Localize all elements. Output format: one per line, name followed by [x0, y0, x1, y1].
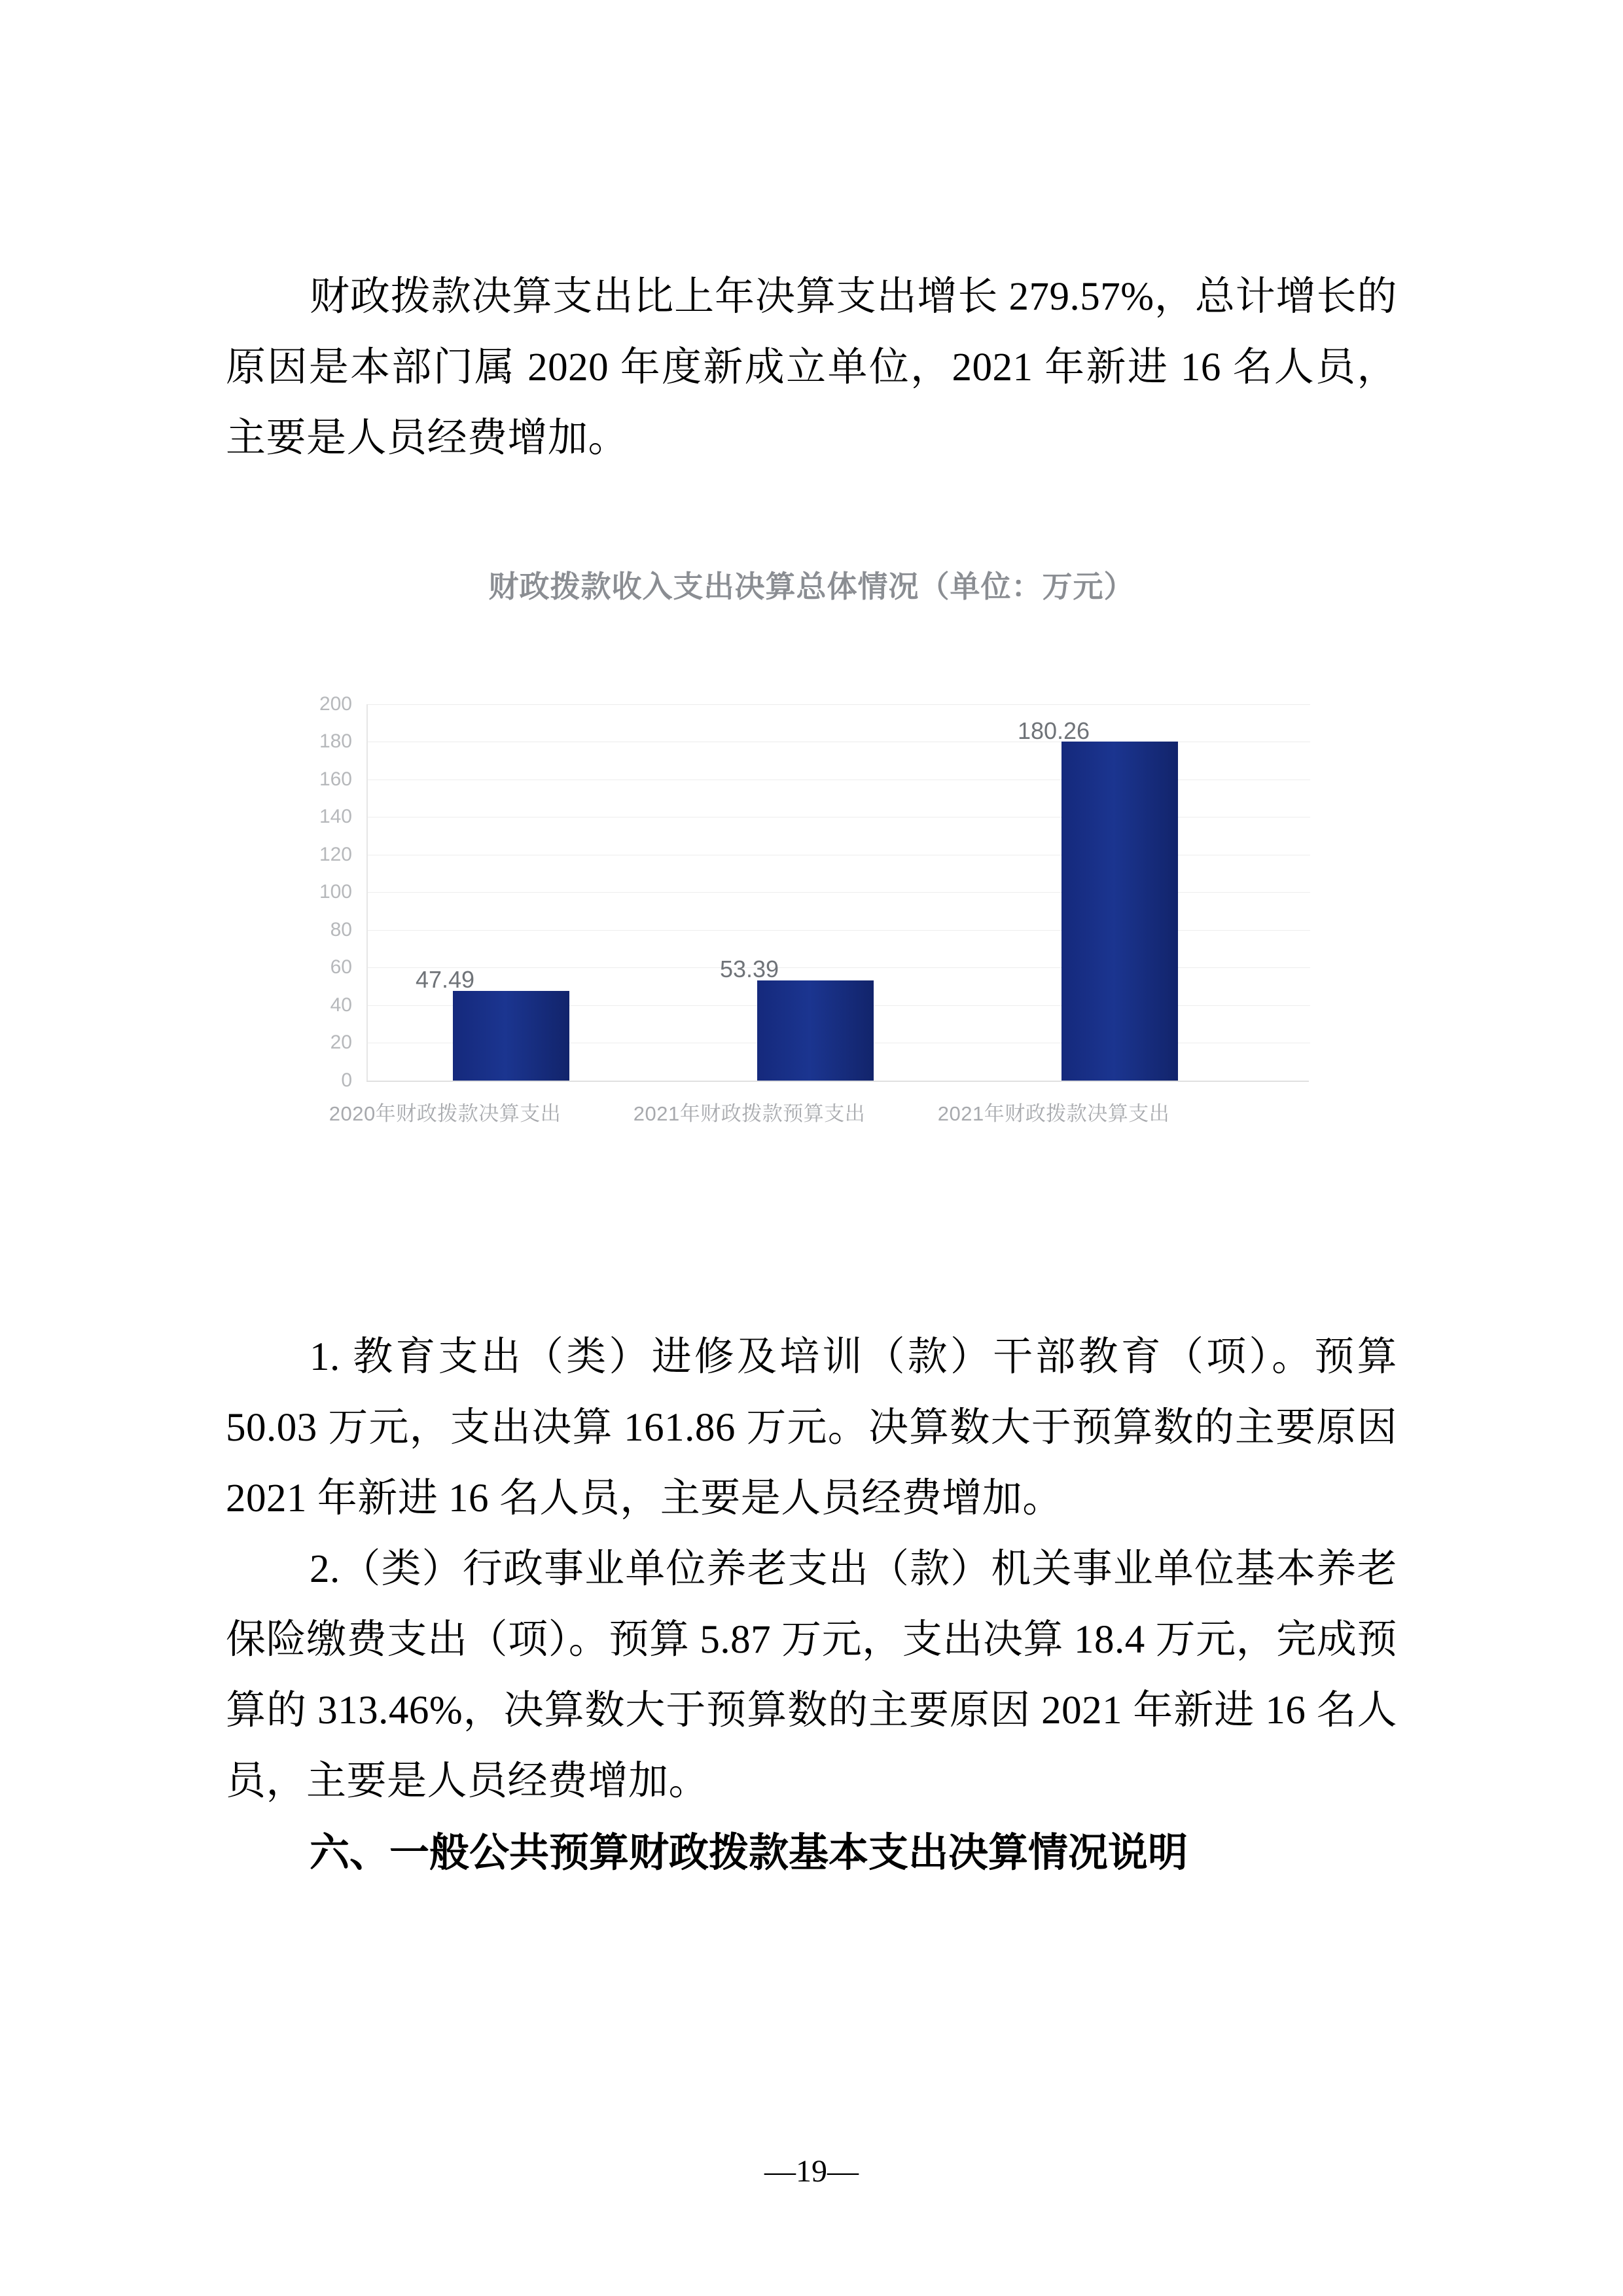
section-heading: 六、一般公共预算财政拨款基本支出决算情况说明 [310, 1830, 1188, 1874]
y-tick-40: 40 [330, 994, 352, 1016]
chart-plot-area [255, 645, 1368, 1169]
bar-2020-final [453, 991, 569, 1081]
page-number: —19— [764, 2154, 859, 2189]
plot-canvas [366, 704, 1310, 1081]
y-tick-100: 100 [319, 881, 352, 903]
bar-value-2020-final: 47.49 [415, 966, 475, 993]
chart-figure [226, 524, 1397, 1257]
x-axis-line [366, 1081, 1309, 1082]
gridline-200 [368, 704, 1310, 705]
y-tick-200: 200 [319, 693, 352, 715]
category-label-2021-final: 2021年财政拨款决算支出 [937, 1102, 1170, 1125]
intro-paragraph-block [226, 262, 1397, 474]
bar-2021-budget [757, 980, 874, 1081]
page-content [226, 0, 1397, 2296]
y-tick-160: 160 [319, 768, 352, 790]
y-tick-60: 60 [330, 956, 352, 978]
intro-paragraph: 财政拨款决算支出比上年决算支出增长 279.57%，总计增长的原因是本部门属 2020 年度新成立单位，2021 年新进 16 名人员，主要是人员经费增加。 [226, 275, 1397, 460]
y-tick-20: 20 [330, 1031, 352, 1053]
chart-title: 财政拨款收入支出决算总体情况（单位：万元） [488, 569, 1135, 603]
y-tick-140: 140 [319, 806, 352, 827]
paragraph-item-1: 1. 教育支出（类）进修及培训（款）干部教育（项）。预算 50.03 万元，支出决算 161.86 万元。决算数大于预算数的主要原因 2021 年新进 16 名人员，主要是人员经费增加。 [226, 1335, 1397, 1520]
category-label-2021-budget: 2021年财政拨款预算支出 [633, 1102, 866, 1125]
bar-value-2021-final: 180.26 [1017, 717, 1090, 744]
y-tick-0: 0 [341, 1069, 352, 1091]
bar-value-2021-budget: 53.39 [719, 956, 779, 982]
y-tick-120: 120 [319, 844, 352, 865]
y-tick-180: 180 [319, 730, 352, 752]
category-label-2020-final: 2020年财政拨款决算支出 [329, 1102, 562, 1125]
body-paragraph-block [226, 1322, 1397, 1888]
y-tick-80: 80 [330, 919, 352, 941]
bar-2021-final [1061, 742, 1178, 1081]
paragraph-item-2: 2.（类）行政事业单位养老支出（款）机关事业单位基本养老保险缴费支出（项）。预算 5.87 万元，支出决算 18.4 万元，完成预算的 313.46%，决算数大于预算数的主要原因 2021 年新进 16 名人员，主要是人员经费增加。 [226, 1547, 1397, 1803]
